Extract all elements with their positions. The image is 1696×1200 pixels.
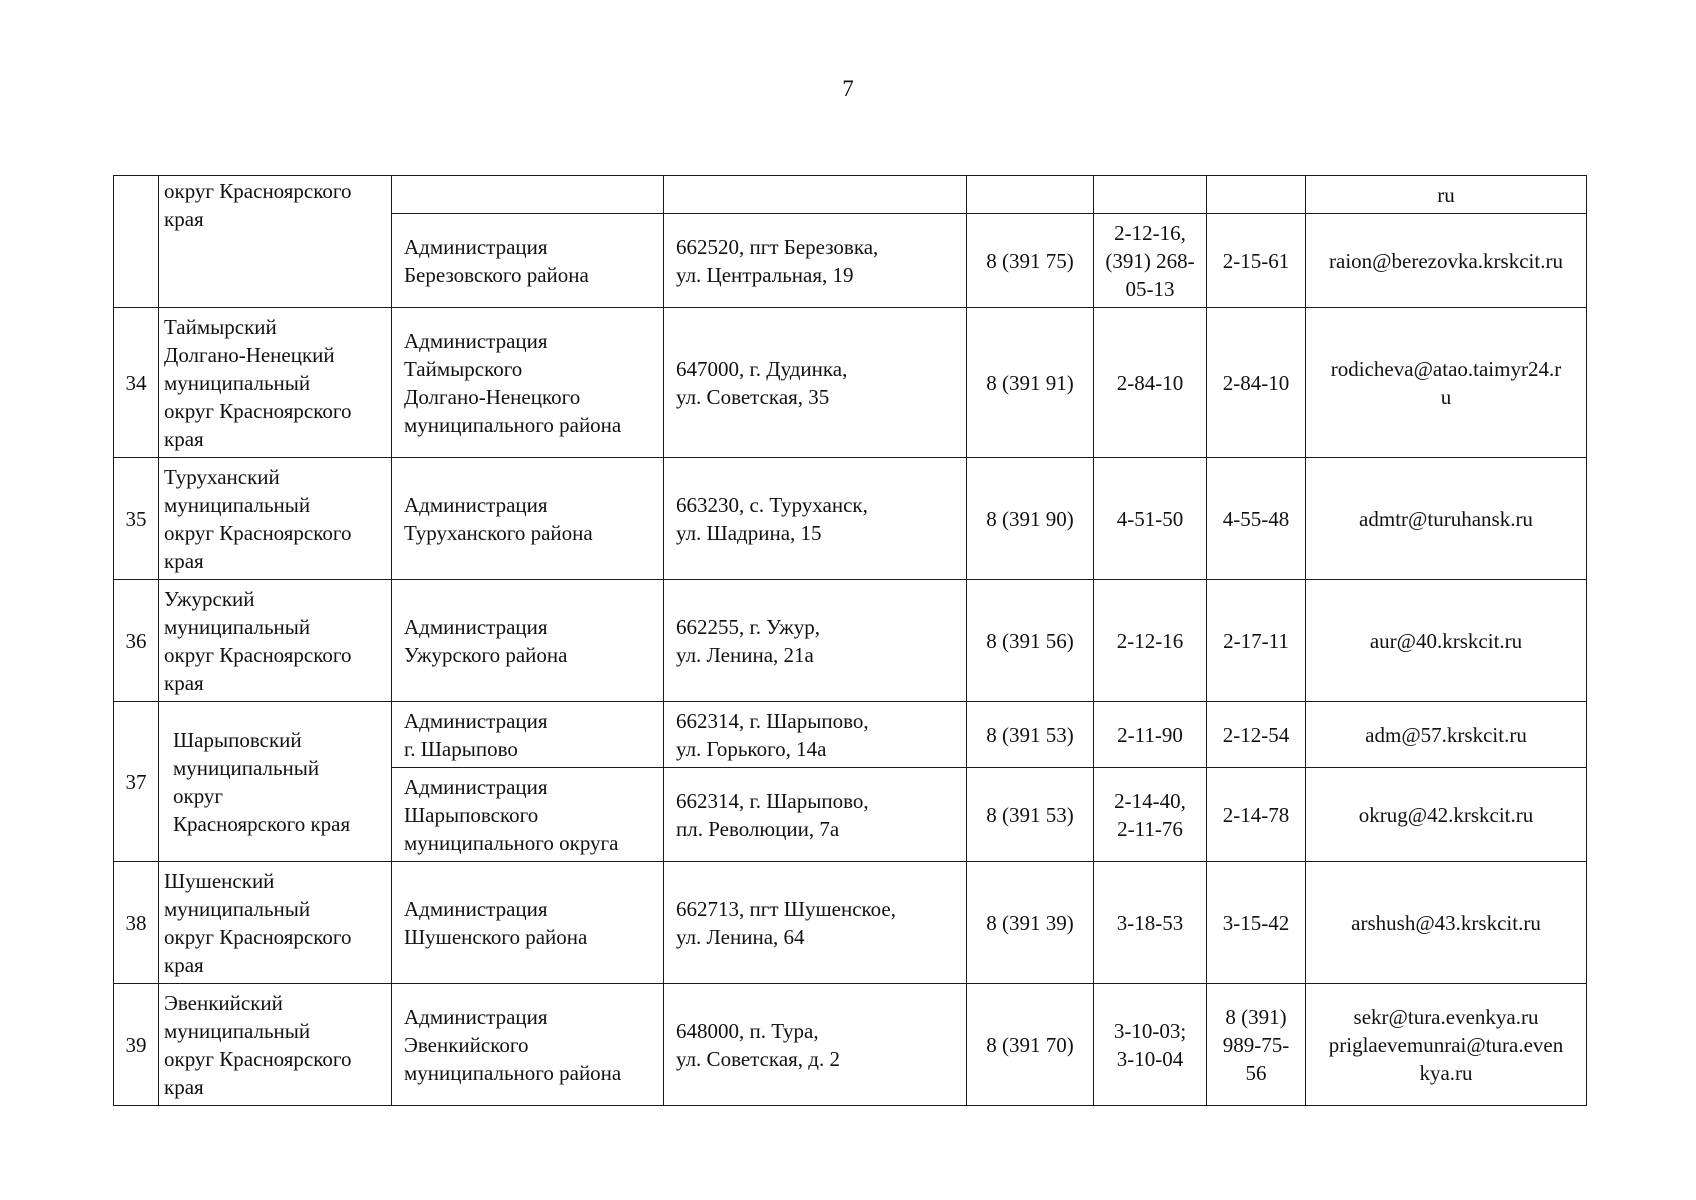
- cell-line: 2-12-54: [1222, 722, 1290, 747]
- email-address: [1306, 176, 1587, 214]
- cell-line: 662314, г. Шарыпово,: [676, 708, 869, 733]
- cell-line: Администрация: [404, 328, 548, 353]
- fax-number: [1207, 984, 1306, 1106]
- cell-line: г. Шарыпово: [404, 736, 518, 761]
- cell-line: rodicheva@atao.taimyr24.r: [1330, 356, 1562, 381]
- phone-number: [1094, 862, 1207, 984]
- phone-code: 8 (391 56): [967, 580, 1094, 702]
- phone-number: [1094, 702, 1207, 768]
- cell-line: ул. Шадрина, 15: [676, 520, 822, 545]
- administration-name: [392, 580, 664, 702]
- phone-number: [1094, 768, 1207, 862]
- fax-number: [1207, 768, 1306, 862]
- email-address: [1306, 702, 1587, 768]
- cell-line: ул. Ленина, 21а: [676, 642, 814, 667]
- fax-number: [1207, 214, 1306, 308]
- cell-line: 2-12-16,: [1114, 220, 1186, 245]
- cell-line: sekr@tura.evenkya.ru: [1353, 1004, 1539, 1029]
- row-number: 39: [114, 984, 159, 1106]
- cell-line: Березовского района: [404, 262, 589, 287]
- cell-line: муниципальный: [173, 755, 320, 780]
- cell-line: округ Красноярского: [164, 179, 352, 203]
- postal-address: [664, 214, 967, 308]
- phone-number: [1094, 214, 1207, 308]
- cell-line: Долгано-Ненецкого: [404, 384, 581, 409]
- fax-number: [1207, 458, 1306, 580]
- cell-line: края: [164, 952, 204, 977]
- phone-code: 8 (391 53): [967, 702, 1094, 768]
- cell-line: Администрация: [404, 614, 548, 639]
- cell-line: 648000, п. Тура,: [676, 1018, 819, 1043]
- cell-line: Администрация: [404, 896, 548, 921]
- cell-line: ул. Ленина, 64: [676, 924, 805, 949]
- fax-number: [1207, 176, 1306, 214]
- cell-line: kya.ru: [1419, 1060, 1473, 1085]
- postal-address: [664, 984, 967, 1106]
- cell-line: 662520, пгт Березовка,: [676, 234, 879, 259]
- cell-line: края: [164, 207, 204, 231]
- cell-line: okrug@42.krskcit.ru: [1358, 802, 1534, 827]
- table-row: [114, 580, 1587, 702]
- phone-code: 8 (391 39): [967, 862, 1094, 984]
- cell-line: края: [164, 426, 204, 451]
- cell-line: края: [164, 670, 204, 695]
- email-address: [1306, 214, 1587, 308]
- cell-line: 4-55-48: [1222, 506, 1290, 531]
- table-row: [114, 458, 1587, 580]
- district-name: [159, 176, 392, 308]
- cell-line: муниципального округа: [404, 830, 619, 855]
- row-number: 37: [114, 702, 159, 862]
- district-name: [159, 308, 392, 458]
- cell-line: Администрация: [404, 774, 548, 799]
- administration-name: [392, 702, 664, 768]
- row-number: 35: [114, 458, 159, 580]
- cell-line: priglaevemunrai@tura.even: [1328, 1032, 1564, 1057]
- phone-number: [1094, 984, 1207, 1106]
- cell-line: 2-11-90: [1117, 722, 1183, 747]
- cell-line: 2-84-10: [1222, 370, 1290, 395]
- cell-line: 662255, г. Ужур,: [676, 614, 821, 639]
- cell-line: Эвенкийский: [164, 990, 283, 1015]
- cell-line: 989-75-: [1222, 1032, 1290, 1057]
- page-number: 7: [842, 76, 854, 101]
- cell-line: ул. Горького, 14а: [676, 736, 827, 761]
- cell-line: 662314, г. Шарыпово,: [676, 788, 869, 813]
- cell-line: Таймырского: [404, 356, 523, 381]
- cell-line: ул. Центральная, 19: [676, 262, 854, 287]
- email-address: [1306, 580, 1587, 702]
- cell-line: 662713, пгт Шушенское,: [676, 896, 896, 921]
- cell-line: округ Красноярского: [164, 924, 352, 949]
- cell-line: u: [1440, 384, 1452, 409]
- cell-line: ул. Советская, д. 2: [676, 1046, 840, 1071]
- district-name: [159, 580, 392, 702]
- cell-line: муниципальный: [164, 614, 311, 639]
- cell-line: 663230, с. Туруханск,: [676, 492, 868, 517]
- cell-line: Красноярского края: [173, 811, 351, 836]
- cell-line: ул. Советская, 35: [676, 384, 830, 409]
- email-address: [1306, 984, 1587, 1106]
- cell-line: муниципального района: [404, 412, 622, 437]
- cell-line: (391) 268-: [1105, 248, 1195, 273]
- cell-line: 56: [1245, 1060, 1267, 1085]
- phone-number: [1094, 308, 1207, 458]
- cell-line: Туруханского района: [404, 520, 593, 545]
- district-name: [159, 984, 392, 1106]
- district-name: [159, 862, 392, 984]
- cell-line: Шарыповский: [173, 727, 302, 752]
- cell-line: Ужурский: [164, 586, 255, 611]
- contacts-table: [113, 175, 1587, 1106]
- postal-address: [664, 580, 967, 702]
- phone-number: [1094, 458, 1207, 580]
- postal-address: [664, 862, 967, 984]
- cell-line: admtr@turuhansk.ru: [1359, 506, 1533, 531]
- postal-address: [664, 458, 967, 580]
- row-number: 34: [114, 308, 159, 458]
- cell-line: 2-11-76: [1117, 816, 1183, 841]
- cell-line: муниципальный: [164, 370, 311, 395]
- cell-line: Долгано-Ненецкий: [164, 342, 335, 367]
- phone-number: [1094, 580, 1207, 702]
- district-name: [159, 458, 392, 580]
- cell-line: Администрация: [404, 234, 548, 259]
- administration-name: [392, 214, 664, 308]
- cell-line: aur@40.krskcit.ru: [1369, 628, 1523, 653]
- phone-code: 8 (391 70): [967, 984, 1094, 1106]
- phone-code: 8 (391 53): [967, 768, 1094, 862]
- cell-line: 8 (391): [1225, 1004, 1287, 1029]
- cell-line: arshush@43.krskcit.ru: [1351, 910, 1541, 935]
- email-address: [1306, 458, 1587, 580]
- cell-line: 3-10-03;: [1113, 1018, 1187, 1043]
- cell-line: 4-51-50: [1116, 506, 1184, 531]
- cell-line: 2-14-40,: [1114, 788, 1186, 813]
- administration-name: [392, 458, 664, 580]
- fax-number: [1207, 702, 1306, 768]
- administration-name: [392, 984, 664, 1106]
- cell-line: муниципальный: [164, 896, 311, 921]
- district-name: [159, 702, 392, 862]
- postal-address: [664, 768, 967, 862]
- table-row: [114, 984, 1587, 1106]
- cell-line: ru: [1437, 182, 1455, 207]
- row-number: 36: [114, 580, 159, 702]
- postal-address: [664, 702, 967, 768]
- cell-line: пл. Революции, 7а: [676, 816, 840, 841]
- cell-line: Туруханский: [164, 464, 280, 489]
- fax-number: [1207, 862, 1306, 984]
- email-address: [1306, 308, 1587, 458]
- phone-code: [967, 176, 1094, 214]
- cell-line: муниципальный: [164, 492, 311, 517]
- postal-address: [664, 308, 967, 458]
- cell-line: 3-10-04: [1116, 1046, 1184, 1071]
- cell-line: округ: [173, 783, 224, 808]
- cell-line: Шушенского района: [404, 924, 588, 949]
- phone-number: [1094, 176, 1207, 214]
- cell-line: 2-84-10: [1116, 370, 1184, 395]
- fax-number: [1207, 308, 1306, 458]
- cell-line: adm@57.krskcit.ru: [1365, 722, 1527, 747]
- cell-line: 2-12-16: [1116, 628, 1184, 653]
- cell-line: края: [164, 548, 204, 573]
- row-number: 38: [114, 862, 159, 984]
- cell-line: Шарыповского: [404, 802, 539, 827]
- postal-address: [664, 176, 967, 214]
- table-row: [114, 308, 1587, 458]
- cell-line: Ужурского района: [404, 642, 568, 667]
- table-row: [114, 176, 1587, 214]
- cell-line: 05-13: [1125, 276, 1175, 301]
- cell-line: Администрация: [404, 708, 548, 733]
- table-row: [114, 702, 1587, 768]
- table-row: [114, 862, 1587, 984]
- cell-line: Администрация: [404, 492, 548, 517]
- cell-line: края: [164, 1074, 204, 1099]
- phone-code: 8 (391 91): [967, 308, 1094, 458]
- cell-line: raion@berezovka.krskcit.ru: [1329, 248, 1563, 273]
- cell-line: Таймырский: [164, 314, 277, 339]
- cell-line: 2-14-78: [1222, 802, 1290, 827]
- cell-line: 3-15-42: [1222, 910, 1290, 935]
- cell-line: округ Красноярского: [164, 398, 352, 423]
- cell-line: округ Красноярского: [164, 520, 352, 545]
- cell-line: 3-18-53: [1116, 910, 1184, 935]
- email-address: [1306, 862, 1587, 984]
- cell-line: 647000, г. Дудинка,: [676, 356, 848, 381]
- administration-name: [392, 176, 664, 214]
- cell-line: округ Красноярского: [164, 642, 352, 667]
- administration-name: [392, 768, 664, 862]
- phone-code: 8 (391 90): [967, 458, 1094, 580]
- row-number: [114, 176, 159, 308]
- cell-line: 2-15-61: [1222, 248, 1290, 273]
- administration-name: [392, 308, 664, 458]
- cell-line: Эвенкийского: [404, 1032, 529, 1057]
- cell-line: 2-17-11: [1223, 628, 1289, 653]
- fax-number: [1207, 580, 1306, 702]
- table-body: [114, 176, 1587, 1106]
- cell-line: округ Красноярского: [164, 1046, 352, 1071]
- administration-name: [392, 862, 664, 984]
- email-address: [1306, 768, 1587, 862]
- cell-line: Администрация: [404, 1004, 548, 1029]
- cell-line: муниципальный: [164, 1018, 311, 1043]
- cell-line: муниципального района: [404, 1060, 622, 1085]
- phone-code: 8 (391 75): [967, 214, 1094, 308]
- cell-line: Шушенский: [164, 868, 275, 893]
